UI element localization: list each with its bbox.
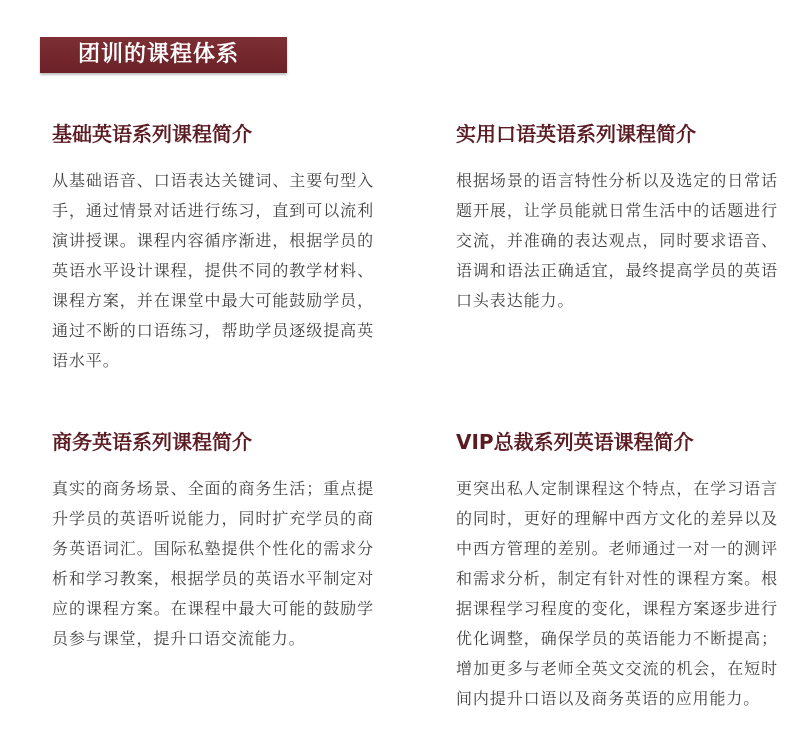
section-heading: 实用口语英语系列课程简介 — [456, 122, 696, 146]
course-section-practical-oral-english — [456, 122, 778, 316]
course-section-vip-executive-english — [456, 430, 778, 714]
banner-title: 团训的课程体系 — [78, 42, 240, 67]
course-section-business-english — [52, 430, 374, 654]
section-heading: VIP总裁系列英语课程简介 — [456, 430, 694, 454]
section-description: 从基础语音、口语表达关键词、主要句型入手，通过情景对话进行练习，直到可以流利演讲授课。课程内容循序渐进，根据学员的英语水平设计课程，提供不同的教学材料、课程方案，并在课堂中最大可能鼓励学员，通过不断的口语练习，帮助学员逐级提高英语水平。 — [52, 171, 374, 370]
course-section-basic-english — [52, 122, 374, 376]
section-description: 更突出私人定制课程这个特点，在学习语言的同时，更好的理解中西方文化的差异以及中西方管理的差别。老师通过一对一的测评和需求分析，制定有针对性的课程方案。根据课程学习程度的变化，课程方案逐步进行优化调整，确保学员的英语能力不断提高；增加更多与老师全英文交流的机会，在短时间内提升口语以及商务英语的应用能力。 — [456, 479, 778, 708]
section-description: 真实的商务场景、全面的商务生活；重点提升学员的英语听说能力，同时扩充学员的商务英语词汇。国际私塾提供个性化的需求分析和学习教案，根据学员的英语水平制定对应的课程方案。在课程中最大可能的鼓励学员参与课堂，提升口语交流能力。 — [52, 479, 374, 648]
section-heading: 基础英语系列课程简介 — [52, 122, 252, 146]
section-banner — [40, 37, 287, 73]
section-description: 根据场景的语言特性分析以及选定的日常话题开展，让学员能就日常生活中的话题进行交流，并准确的表达观点，同时要求语音、语调和语法正确适宜，最终提高学员的英语口头表达能力。 — [456, 171, 778, 310]
section-heading: 商务英语系列课程简介 — [52, 430, 252, 454]
